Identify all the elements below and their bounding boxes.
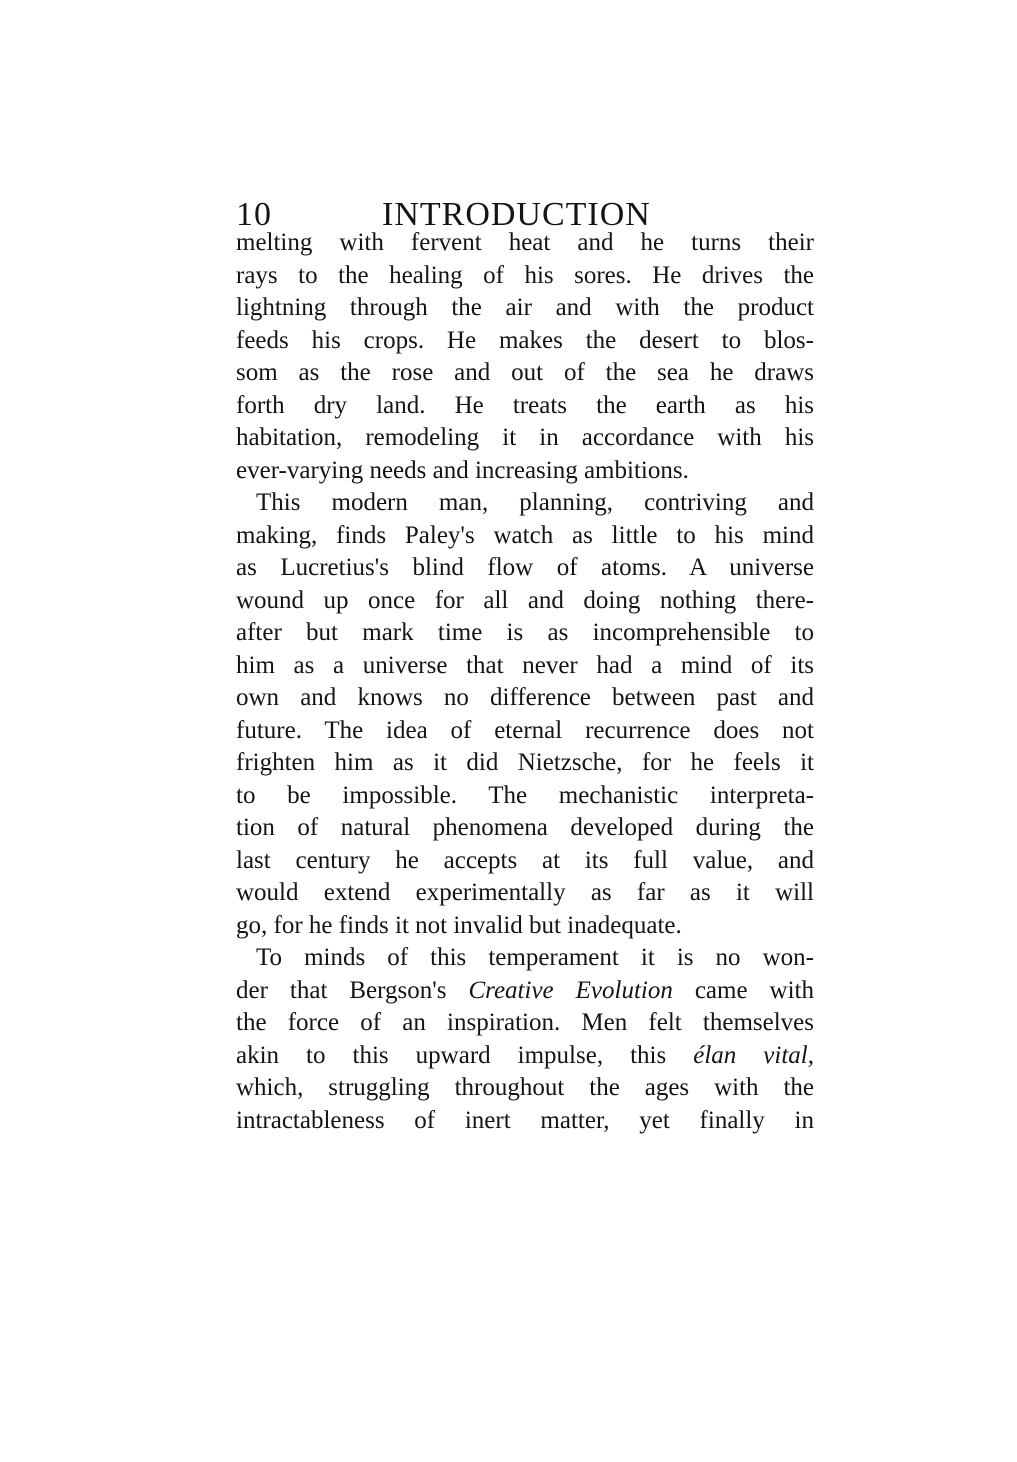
text-line: To minds of this temperament it is no won- xyxy=(256,944,814,971)
line-segment: akin to this upward impulse, this xyxy=(236,1041,667,1069)
text-line: him as a universe that never had a mind of its xyxy=(236,651,814,679)
text-line: lightning through the air and with the product xyxy=(236,294,814,321)
text-line: future. The idea of eternal recurrence does not xyxy=(236,716,814,744)
text-line: would extend experimentally as far as it will xyxy=(236,879,814,906)
text-line: This modern man, planning, contriving and xyxy=(256,489,814,516)
text-line: intractableness of inert matter, yet finally in xyxy=(236,1106,814,1134)
text-line: rays to the healing of his sores. He drives the xyxy=(236,261,814,289)
line-segment: der that Bergson's xyxy=(236,976,447,1004)
text-line: habitation, remodeling it in accordance with his xyxy=(236,424,814,451)
text-line: tion of natural phenomena developed during the xyxy=(236,814,814,841)
text-line: forth dry land. He treats the earth as his xyxy=(236,391,814,419)
text-line: which, struggling throughout the ages with the xyxy=(236,1074,814,1101)
text-line xyxy=(236,975,814,1008)
foreign-term: élan vital, xyxy=(693,1041,814,1069)
text-line: som as the rose and out of the sea he draws xyxy=(236,359,814,386)
text-line: melting with fervent heat and he turns their xyxy=(236,229,814,256)
text-line: making, finds Paley's watch as little to his mind xyxy=(236,521,814,549)
body-text xyxy=(236,227,814,1137)
line-segment: came with xyxy=(694,976,814,1004)
text-line xyxy=(236,1040,814,1073)
text-line: last century he accepts at its full value, and xyxy=(236,846,814,874)
text-line: ever-varying needs and increasing ambitions. xyxy=(236,456,689,484)
running-head: INTRODUCTION xyxy=(382,196,651,233)
text-line: wound up once for all and doing nothing there- xyxy=(236,586,814,614)
book-title: Creative Evolution xyxy=(468,976,673,1004)
text-line: frighten him as it did Nietzsche, for he feels it xyxy=(236,749,814,776)
text-line: after but mark time is as incomprehensible to xyxy=(236,619,814,646)
text-line: to be impossible. The mechanistic interpreta- xyxy=(236,781,814,809)
text-line: feeds his crops. He makes the desert to blos- xyxy=(236,326,814,354)
page-number: 10 xyxy=(236,196,272,233)
text-line: go, for he finds it not invalid but inadequate. xyxy=(236,911,682,939)
text-line: the force of an inspiration. Men felt themselves xyxy=(236,1009,814,1036)
text-line: own and knows no difference between past and xyxy=(236,684,814,711)
text-line: as Lucretius's blind flow of atoms. A universe xyxy=(236,554,814,581)
